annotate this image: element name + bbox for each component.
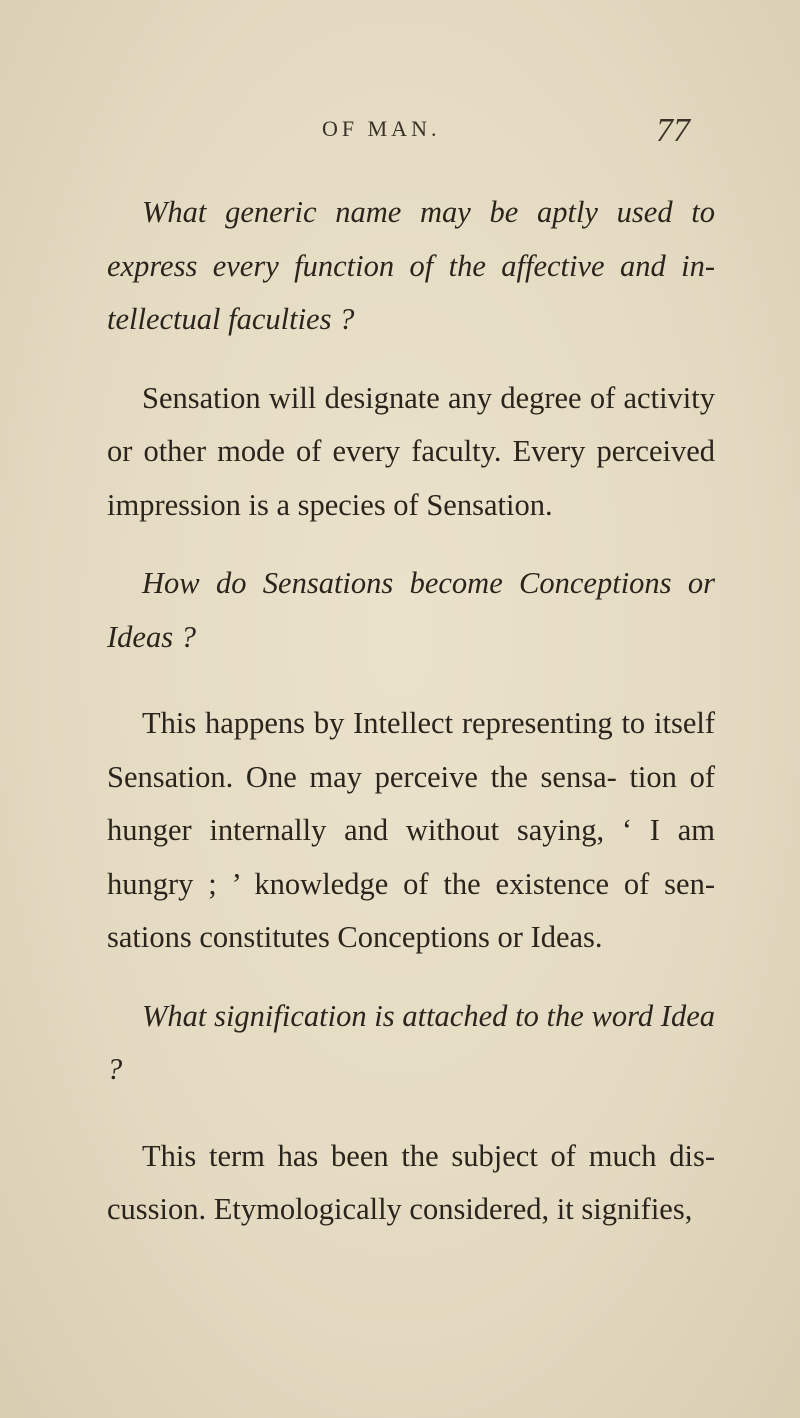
question-paragraph: How do Sensations become Conceptions or Ideas ? [107,566,715,654]
answer-paragraph: Sensation will designate any degree of activity or other mode of every faculty. Every perceived impression is a species of Sensation. [107,380,715,522]
body-text [107,186,715,1237]
page-header [0,112,800,162]
question-paragraph: What generic name may be aptly used to express every function of the affective and in- tellectual faculties ? [107,195,715,336]
answer-paragraph: This happens by Intellect representing to itself Sensation. One may perceive the sensa- tion of hunger internally and without saying, ‘ I am hungry ; ’ knowledge of the existence of sen- sations constitutes Conceptions or Ideas. [107,706,715,954]
answer-paragraph: This term has been the subject of much dis- cussion. Etymologically considered, it signifies, [107,1138,715,1226]
page-number: 77 [656,112,690,149]
question-paragraph: What signification is attached to the word Idea ? [107,998,715,1086]
running-title: OF MAN. [322,116,441,141]
